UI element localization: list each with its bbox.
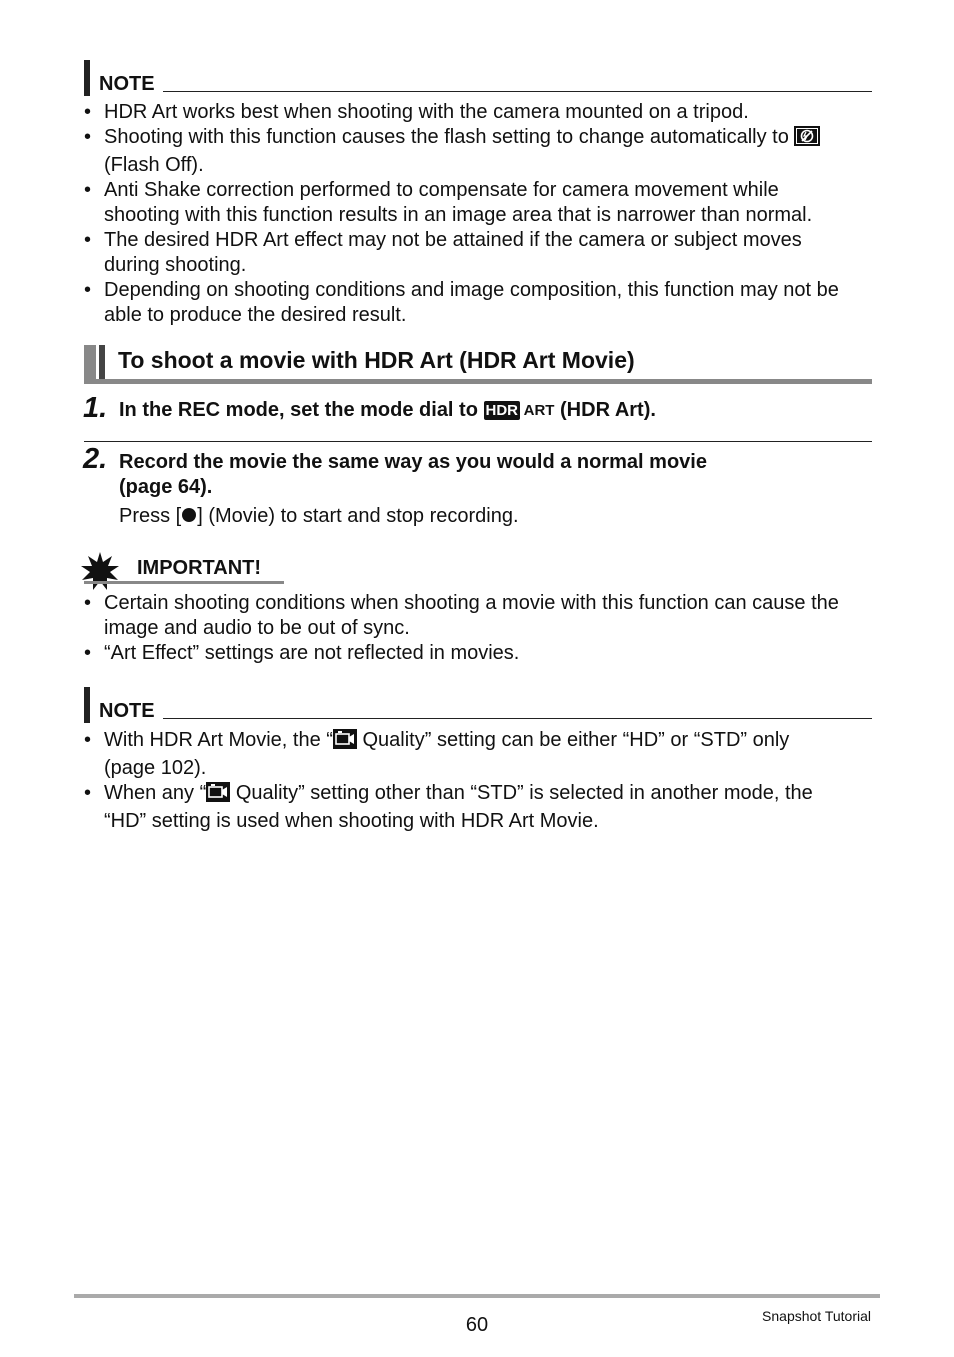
list-item: • Depending on shooting conditions and image composition, this function may not be able to produce the desired result. <box>84 279 839 326</box>
step-number: 2. <box>83 443 108 475</box>
note-label: NOTE <box>99 73 155 95</box>
step-text: In the REC mode, set the mode dial to HDR ART (HDR Art). <box>119 399 656 421</box>
list-item: • “Art Effect” settings are not reflected in movies. <box>84 642 520 664</box>
note-rule <box>163 91 872 92</box>
step-number: 1. <box>83 392 108 424</box>
list-item: • The desired HDR Art effect may not be attained if the camera or subject moves during shooting. <box>84 229 802 276</box>
flash-off-icon <box>794 126 820 153</box>
note-list <box>84 100 876 328</box>
footer-rule <box>74 1294 880 1298</box>
important-burst-icon <box>80 551 120 596</box>
list-item: • Certain shooting conditions when shooting a movie with this function can cause the image and audio to be out of sync. <box>84 592 839 639</box>
list-item: • With HDR Art Movie, the “ Quality” setting can be either “HD” or “STD” only (page 102). <box>84 729 790 779</box>
page-number: 60 <box>465 1314 489 1336</box>
note-marker-bar <box>84 60 90 96</box>
step-subtext: Press [ ] (Movie) to start and stop recording. <box>119 504 519 530</box>
note-label: NOTE <box>99 700 155 722</box>
record-dot-icon <box>181 505 197 530</box>
movie-quality-icon <box>333 729 357 756</box>
list-item: • Shooting with this function causes the flash setting to change automatically to (Flash Off). <box>84 125 876 178</box>
list-item: • When any “ Quality” setting other than “STD” is selected in another mode, the “HD” setting is used when shooting with HDR Art Movie. <box>84 782 813 832</box>
section-title: To shoot a movie with HDR Art (HDR Art Movie) <box>118 347 635 373</box>
important-label: IMPORTANT! <box>137 557 262 579</box>
note-marker-bar <box>84 687 90 723</box>
section-marker <box>84 345 106 381</box>
section-underline <box>84 379 872 384</box>
important-rule <box>84 581 284 584</box>
note-rule <box>163 718 872 719</box>
step-divider <box>84 441 872 442</box>
note-list <box>84 728 876 834</box>
footer-section-label: Snapshot Tutorial <box>762 1308 871 1324</box>
list-item: • HDR Art works best when shooting with the camera mounted on a tripod. <box>84 101 749 123</box>
list-item: • Anti Shake correction performed to compensate for camera movement while shooting with this function results in an image area that is narrower than normal. <box>84 179 813 226</box>
important-list <box>84 591 876 666</box>
movie-quality-icon <box>206 782 230 809</box>
hdr-art-mode-icon: HDR ART <box>485 402 555 419</box>
step-text: Record the movie the same way as you would a normal movie (page 64). <box>119 451 707 498</box>
